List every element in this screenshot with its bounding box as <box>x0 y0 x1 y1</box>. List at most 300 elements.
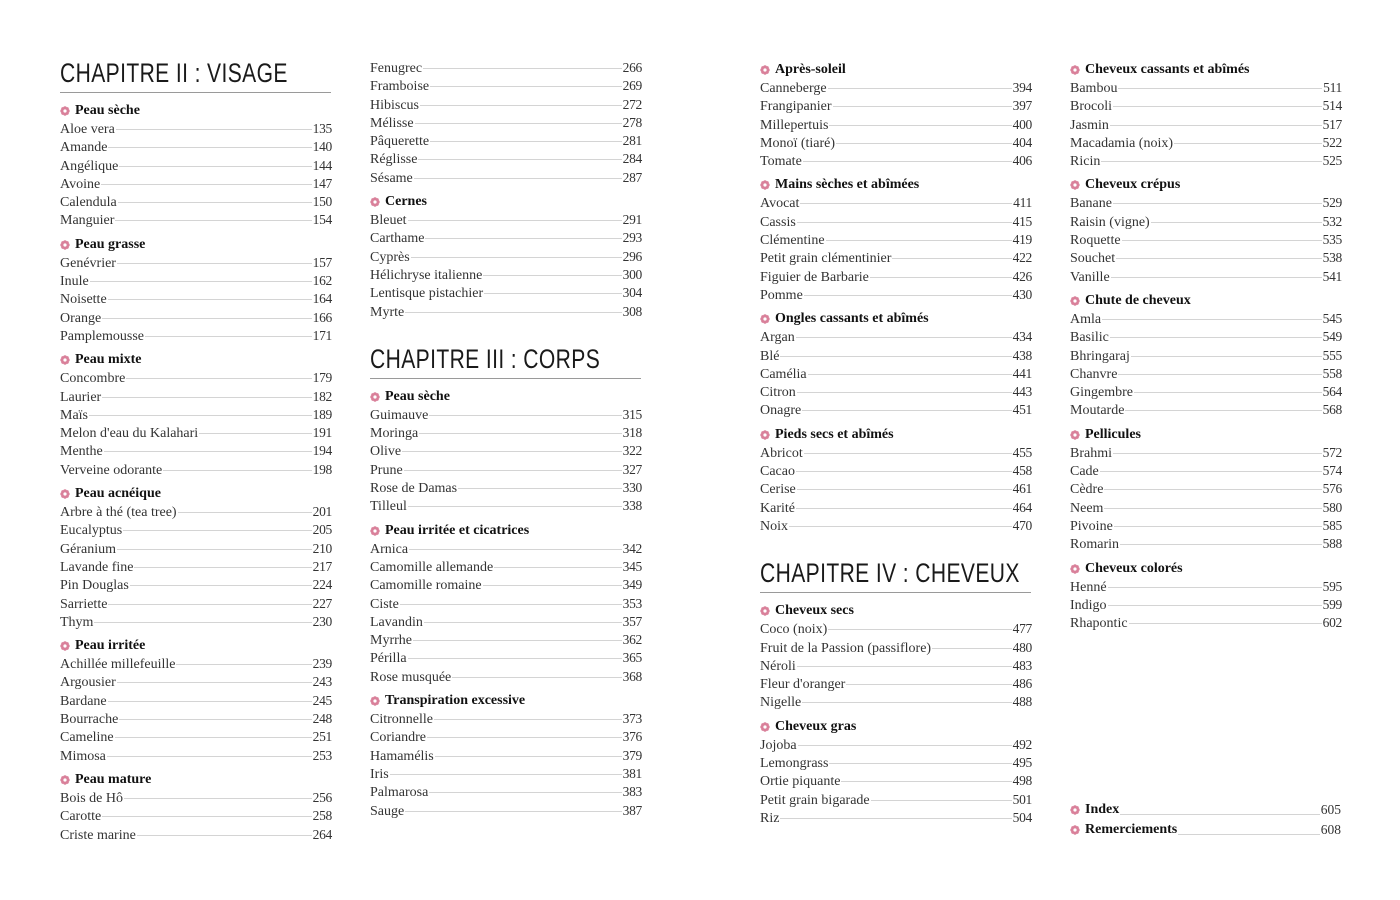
leader-line <box>390 774 622 775</box>
flower-bullet-icon <box>760 314 770 324</box>
toc-entry[interactable] <box>760 135 1032 153</box>
leader-line <box>1120 814 1320 815</box>
toc-entry[interactable] <box>370 443 642 461</box>
toc-entry[interactable] <box>760 287 1032 305</box>
leader-line <box>420 105 622 106</box>
leader-line <box>130 585 312 586</box>
leader-line <box>424 622 622 623</box>
entry-name: Lentisque pistachier <box>370 286 484 302</box>
leader-line <box>418 159 621 160</box>
toc-entry[interactable] <box>60 255 332 273</box>
toc-entry[interactable] <box>760 269 1032 287</box>
toc-entry[interactable] <box>370 97 642 115</box>
toc-entry[interactable] <box>60 121 332 139</box>
leader-line <box>797 666 1012 667</box>
toc-entry[interactable] <box>60 291 332 309</box>
leader-line <box>484 293 622 294</box>
toc-entry[interactable] <box>1070 214 1342 232</box>
leader-line <box>123 530 311 531</box>
flower-bullet-icon <box>760 606 770 616</box>
entry-page-number: 258 <box>312 808 332 824</box>
section-heading[interactable] <box>760 601 1032 621</box>
toc-entry[interactable] <box>370 115 642 133</box>
entry-name: Figuier de Barbarie <box>760 269 869 285</box>
entry-name: Myrrhe <box>370 633 412 649</box>
entry-name: Géranium <box>60 541 116 557</box>
toc-entry[interactable] <box>60 541 332 559</box>
flower-bullet-icon <box>60 489 70 499</box>
entry-page-number: 362 <box>622 632 642 648</box>
entry-name: Arbre à thé (tea tree) <box>60 505 177 521</box>
entry-name: Angélique <box>60 158 119 174</box>
entry-name: Chanvre <box>1070 366 1118 382</box>
leader-line <box>802 702 1011 703</box>
toc-entry[interactable] <box>760 694 1032 712</box>
entry-page-number: 198 <box>312 461 332 477</box>
entry-name: Cassis <box>760 214 796 230</box>
section-heading[interactable] <box>370 521 642 541</box>
toc-entry[interactable] <box>60 389 332 407</box>
toc-entry[interactable] <box>60 656 332 674</box>
section-heading[interactable] <box>1070 425 1342 445</box>
toc-entry[interactable] <box>760 755 1032 773</box>
toc-entry[interactable] <box>370 151 642 169</box>
toc-entry[interactable] <box>370 304 642 322</box>
toc-entry[interactable] <box>760 621 1032 639</box>
toc-entry[interactable] <box>1070 80 1342 98</box>
leader-line <box>145 336 312 337</box>
toc-entry[interactable] <box>760 214 1032 232</box>
toc-entry[interactable] <box>370 596 642 614</box>
leader-line <box>452 677 621 678</box>
entry-page-number: 291 <box>622 212 642 228</box>
toc-entry[interactable] <box>1070 518 1342 536</box>
leader-line <box>108 147 311 148</box>
entry-page-number: 595 <box>1322 578 1342 594</box>
leader-line <box>408 220 622 221</box>
entry-name: Noix <box>760 518 788 534</box>
leader-line <box>102 816 311 817</box>
section-heading[interactable] <box>1070 291 1342 311</box>
leader-line <box>124 798 312 799</box>
section-heading[interactable] <box>60 235 332 255</box>
entry-page-number: 179 <box>312 370 332 386</box>
toc-entry[interactable] <box>760 348 1032 366</box>
entry-page-number: 272 <box>622 96 642 112</box>
toc-entry[interactable] <box>760 250 1032 268</box>
toc-section <box>1070 425 1342 555</box>
entry-name: Index <box>1085 802 1120 817</box>
leader-line <box>94 622 311 623</box>
leader-line <box>1131 356 1322 357</box>
entry-page-number: 248 <box>312 711 332 727</box>
entry-name: Carotte <box>60 809 102 825</box>
entry-name: Ciste <box>370 596 399 612</box>
toc-entry[interactable] <box>1070 117 1342 135</box>
entry-name: Neem <box>1070 500 1104 516</box>
toc-entry[interactable] <box>760 676 1032 694</box>
leader-line <box>415 123 622 124</box>
section-heading[interactable] <box>760 425 1032 445</box>
toc-entry[interactable] <box>370 133 642 151</box>
toc-entry[interactable] <box>60 310 332 328</box>
toc-entry[interactable] <box>1070 311 1342 329</box>
leader-line <box>1101 161 1321 162</box>
toc-entry[interactable] <box>60 729 332 747</box>
flower-bullet-icon <box>1070 564 1080 574</box>
toc-entry[interactable] <box>1070 366 1342 384</box>
toc-entry[interactable] <box>370 170 642 188</box>
toc-entry[interactable] <box>370 784 642 802</box>
section-heading[interactable] <box>370 691 642 711</box>
toc-entry[interactable] <box>60 370 332 388</box>
toc-entry[interactable] <box>1070 579 1342 597</box>
entry-name: Nigelle <box>760 695 802 711</box>
leader-line <box>1118 88 1322 89</box>
section-title: Cheveux gras <box>775 718 857 734</box>
toc-entry[interactable] <box>370 230 642 248</box>
leader-line <box>116 129 312 130</box>
entry-page-number: 253 <box>312 747 332 763</box>
entry-page-number: 224 <box>312 577 332 593</box>
section-heading[interactable] <box>60 350 332 370</box>
leader-line <box>118 202 312 203</box>
toc-entry[interactable] <box>760 773 1032 791</box>
toc-entry[interactable] <box>60 504 332 522</box>
entry-name: Carthame <box>370 231 425 247</box>
leader-line <box>1151 222 1322 223</box>
flower-bullet-icon <box>60 775 70 785</box>
toc-column-2 <box>370 60 642 825</box>
section-heading[interactable] <box>60 770 332 790</box>
entry-page-number: 564 <box>1322 384 1342 400</box>
toc-entry[interactable] <box>760 153 1032 171</box>
toc-entry[interactable] <box>60 212 332 230</box>
leader-line <box>107 756 312 757</box>
toc-entry[interactable] <box>60 559 332 577</box>
toc-entry[interactable] <box>60 577 332 595</box>
section-heading[interactable] <box>60 636 332 656</box>
toc-entry[interactable] <box>760 402 1032 420</box>
entry-page-number: 284 <box>622 151 642 167</box>
toc-entry[interactable] <box>370 267 642 285</box>
leader-line <box>796 471 1012 472</box>
section-heading[interactable] <box>1070 175 1342 195</box>
section-heading[interactable] <box>760 717 1032 737</box>
toc-entry[interactable] <box>1070 250 1342 268</box>
toc-entry[interactable] <box>760 80 1032 98</box>
toc-entry[interactable] <box>60 790 332 808</box>
toc-entry[interactable] <box>60 273 332 291</box>
toc-entry[interactable] <box>760 117 1032 135</box>
toc-entry[interactable] <box>370 766 642 784</box>
entry-name: Achillée millefeuille <box>60 657 176 673</box>
toc-entry[interactable] <box>370 577 642 595</box>
entry-page-number: 201 <box>312 504 332 520</box>
toc-entry[interactable] <box>370 78 642 96</box>
toc-entry[interactable] <box>1070 402 1342 420</box>
toc-entry[interactable] <box>760 658 1032 676</box>
entry-page-number: 406 <box>1012 153 1032 169</box>
toc-entry[interactable] <box>60 596 332 614</box>
toc-entry[interactable] <box>760 737 1032 755</box>
entry-page-number: 580 <box>1322 499 1342 515</box>
toc-entry[interactable] <box>60 158 332 176</box>
toc-entry[interactable] <box>370 498 642 516</box>
entry-name: Moringa <box>370 426 419 442</box>
toc-section <box>760 601 1032 712</box>
toc-entry[interactable] <box>1070 463 1342 481</box>
toc-entry[interactable] <box>60 443 332 461</box>
entry-page-number: 549 <box>1322 329 1342 345</box>
toc-section <box>60 636 332 766</box>
entry-page-number: 251 <box>312 729 332 745</box>
entry-name: Citron <box>760 385 796 401</box>
leader-line <box>1113 106 1322 107</box>
toc-entry[interactable] <box>370 748 642 766</box>
entry-name: Genévrier <box>60 255 116 271</box>
toc-entry[interactable] <box>760 792 1032 810</box>
entry-page-number: 315 <box>622 406 642 422</box>
toc-entry[interactable] <box>1070 329 1342 347</box>
entry-page-number: 488 <box>1012 694 1032 710</box>
toc-entry[interactable] <box>1070 481 1342 499</box>
leader-line <box>871 800 1012 801</box>
leader-line <box>833 106 1012 107</box>
entry-name: Canneberge <box>760 81 827 96</box>
toc-column-3 <box>760 60 1032 832</box>
toc-entry[interactable] <box>1070 500 1342 518</box>
entry-name: Pamplemousse <box>60 328 144 344</box>
toc-entry[interactable] <box>760 640 1032 658</box>
toc-entry[interactable] <box>1070 384 1342 402</box>
toc-entry[interactable] <box>370 711 642 729</box>
flower-bullet-icon <box>1070 180 1080 190</box>
toc-entry[interactable] <box>760 98 1032 116</box>
section-heading[interactable] <box>60 484 332 504</box>
entry-name: Citronnelle <box>370 712 433 728</box>
toc-entry[interactable] <box>370 559 642 577</box>
entry-page-number: 464 <box>1012 499 1032 515</box>
entry-name: Tomate <box>760 154 802 170</box>
entry-page-number: 269 <box>622 78 642 94</box>
flower-bullet-icon <box>60 641 70 651</box>
leader-line <box>780 818 1011 819</box>
toc-entry[interactable] <box>1070 445 1342 463</box>
entry-page-number: 278 <box>622 114 642 130</box>
entry-page-number: 357 <box>622 613 642 629</box>
section-heading[interactable] <box>60 101 332 121</box>
toc-entry[interactable] <box>1070 135 1342 153</box>
toc-entry[interactable] <box>60 328 332 346</box>
leader-line <box>1120 544 1322 545</box>
entry-page-number: 318 <box>622 425 642 441</box>
entry-name: Indigo <box>1070 597 1107 613</box>
toc-entry[interactable] <box>60 425 332 443</box>
entry-page-number: 368 <box>622 668 642 684</box>
entry-page-number: 217 <box>312 558 332 574</box>
toc-entry[interactable] <box>1070 536 1342 554</box>
entry-page-number: 376 <box>622 729 642 745</box>
leader-line <box>419 433 621 434</box>
section-heading[interactable] <box>760 309 1032 329</box>
leader-line <box>1100 471 1322 472</box>
toc-entry[interactable] <box>1070 269 1342 287</box>
toc-entry[interactable] <box>760 329 1032 347</box>
toc-entry[interactable] <box>60 407 332 425</box>
entry-page-number: 541 <box>1322 268 1342 284</box>
toc-entry[interactable] <box>60 522 332 540</box>
entry-name: Tilleul <box>370 499 407 515</box>
section-heading[interactable] <box>760 175 1032 195</box>
section-heading[interactable] <box>760 60 1032 80</box>
entry-page-number: 327 <box>622 461 642 477</box>
toc-entry[interactable] <box>1070 153 1342 171</box>
toc-entry[interactable] <box>1070 98 1342 116</box>
entry-page-number: 599 <box>1322 596 1342 612</box>
entry-page-number: 330 <box>622 480 642 496</box>
entry-name: Iris <box>370 766 389 782</box>
leader-line <box>796 508 1012 509</box>
entry-name: Riz <box>760 810 780 826</box>
toc-entry[interactable] <box>760 232 1032 250</box>
entry-name: Bambou <box>1070 81 1118 96</box>
toc-section <box>60 101 332 231</box>
leader-line <box>1104 489 1321 490</box>
leader-line <box>458 488 622 489</box>
leader-line <box>780 356 1011 357</box>
toc-entry[interactable] <box>1070 615 1342 633</box>
toc-entry[interactable] <box>760 384 1032 402</box>
toc-entry[interactable] <box>370 650 642 668</box>
entry-name: Frangipanier <box>760 99 832 115</box>
leader-line <box>430 141 622 142</box>
section-title: Transpiration excessive <box>385 693 526 709</box>
toc-entry[interactable] <box>60 808 332 826</box>
entry-page-number: 525 <box>1322 153 1342 169</box>
toc-entry[interactable] <box>370 285 642 303</box>
leader-line <box>841 781 1011 782</box>
toc-entry[interactable] <box>1070 232 1342 250</box>
section-heading[interactable] <box>370 387 642 407</box>
toc-entry[interactable] <box>60 614 332 632</box>
toc-entry[interactable] <box>370 614 642 632</box>
toc-entry[interactable] <box>370 407 642 425</box>
entry-page-number: 293 <box>622 230 642 246</box>
entry-name: Onagre <box>760 403 802 419</box>
leader-line <box>102 397 311 398</box>
leader-line <box>115 737 312 738</box>
leader-line <box>796 337 1012 338</box>
toc-entry[interactable] <box>370 541 642 559</box>
entry-page-number: 245 <box>312 692 332 708</box>
toc-entry[interactable] <box>370 212 642 230</box>
toc-entry[interactable] <box>760 518 1032 536</box>
leader-line <box>430 86 622 87</box>
toc-entry[interactable] <box>370 462 642 480</box>
toc-entry[interactable] <box>760 445 1032 463</box>
chapter-divider <box>60 92 331 93</box>
chapter-divider <box>370 378 641 379</box>
toc-entry[interactable] <box>370 249 642 267</box>
entry-page-number: 349 <box>622 577 642 593</box>
chapter-divider <box>760 592 1031 593</box>
leader-line <box>434 719 622 720</box>
leader-line <box>176 664 311 665</box>
toc-entry[interactable] <box>60 176 332 194</box>
toc-entry[interactable] <box>370 729 642 747</box>
toc-entry[interactable] <box>370 632 642 650</box>
toc-entry[interactable] <box>1070 195 1342 213</box>
entry-name: Camomille romaine <box>370 578 482 594</box>
toc-entry[interactable] <box>60 711 332 729</box>
entry-name: Souchet <box>1070 251 1116 267</box>
toc-entry[interactable] <box>1070 597 1342 615</box>
toc-back-matter-entry[interactable] <box>1070 800 1341 820</box>
section-title: Pieds secs et abîmés <box>775 426 894 442</box>
toc-entry[interactable] <box>760 810 1032 828</box>
entry-name: Cade <box>1070 464 1099 480</box>
toc-entry[interactable] <box>370 803 642 821</box>
entry-page-number: 438 <box>1012 347 1032 363</box>
entry-page-number: 498 <box>1012 773 1032 789</box>
leader-line <box>846 684 1011 685</box>
section-heading[interactable] <box>1070 559 1342 579</box>
toc-entry[interactable] <box>60 462 332 480</box>
leader-line <box>405 811 621 812</box>
toc-section <box>760 717 1032 828</box>
entry-page-number: 191 <box>312 425 332 441</box>
entry-name: Maïs <box>60 407 88 423</box>
toc-entry[interactable] <box>370 480 642 498</box>
entry-page-number: 171 <box>312 327 332 343</box>
entry-name: Amla <box>1070 311 1102 327</box>
entry-name: Coriandre <box>370 730 426 746</box>
toc-entry[interactable] <box>760 463 1032 481</box>
toc-back-matter-entry[interactable] <box>1070 820 1341 840</box>
leader-line <box>414 178 622 179</box>
toc-entry[interactable] <box>60 194 332 212</box>
toc-entry[interactable] <box>760 366 1032 384</box>
section-heading[interactable] <box>1070 60 1342 80</box>
entry-page-number: 511 <box>1323 80 1342 95</box>
toc-entry[interactable] <box>370 669 642 687</box>
leader-line <box>804 453 1012 454</box>
toc-entry[interactable] <box>760 500 1032 518</box>
toc-entry[interactable] <box>760 195 1032 213</box>
leader-line <box>1104 508 1321 509</box>
entry-page-number: 455 <box>1012 444 1032 460</box>
flower-bullet-icon <box>60 106 70 116</box>
toc-section <box>370 60 642 188</box>
toc-entry[interactable] <box>60 674 332 692</box>
entry-name: Cameline <box>60 730 114 746</box>
toc-entry[interactable] <box>60 748 332 766</box>
toc-entry[interactable] <box>60 827 332 845</box>
toc-entry[interactable] <box>370 60 642 78</box>
toc-entry[interactable] <box>60 139 332 157</box>
entry-name: Karité <box>760 500 795 516</box>
toc-entry[interactable] <box>760 481 1032 499</box>
entry-name: Melon d'eau du Kalahari <box>60 426 199 442</box>
section-title: Peau mature <box>75 771 152 787</box>
entry-page-number: 443 <box>1012 384 1032 400</box>
section-heading[interactable] <box>370 192 642 212</box>
entry-name: Myrte <box>370 304 405 320</box>
toc-entry[interactable] <box>1070 348 1342 366</box>
toc-entry[interactable] <box>60 693 332 711</box>
toc-entry[interactable] <box>370 425 642 443</box>
